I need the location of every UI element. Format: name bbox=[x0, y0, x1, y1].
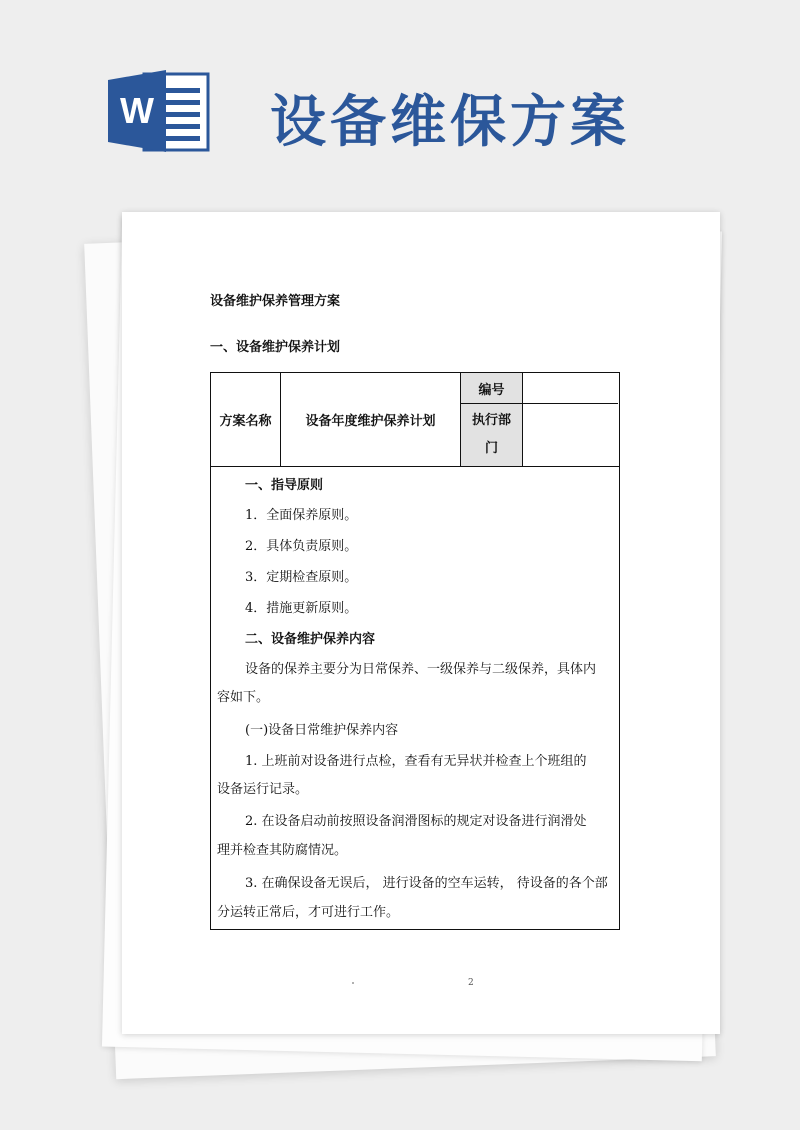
document-page bbox=[122, 212, 720, 1034]
word-document-icon bbox=[108, 68, 212, 154]
department-label-line2: 门 bbox=[484, 441, 498, 456]
table-row-divider bbox=[211, 466, 619, 467]
page-dot bbox=[352, 982, 354, 984]
subheading-daily-maintenance: (一)设备日常维护保养内容 bbox=[245, 723, 399, 738]
paragraph-line: 分运转正常后，才可进行工作。 bbox=[217, 905, 400, 920]
paragraph-line: 设备运行记录。 bbox=[217, 782, 309, 797]
paragraph-line: 设备的保养主要分为日常保养、一级保养与二级保养，具体内 bbox=[245, 662, 597, 677]
code-value bbox=[523, 373, 618, 404]
list-item: 3．定期检查原则。 bbox=[245, 570, 358, 585]
department-label bbox=[461, 404, 523, 466]
department-label-line1: 执行部 bbox=[471, 413, 511, 428]
paragraph-line: 2. 在设备启动前按照设备润滑图标的规定对设备进行润滑处 bbox=[245, 814, 587, 829]
paragraph-line: 容如下。 bbox=[217, 690, 270, 705]
document-title: 设备维护保养管理方案 bbox=[210, 294, 341, 309]
department-value bbox=[523, 404, 618, 466]
section-heading: 一、设备维护保养计划 bbox=[210, 340, 341, 355]
list-item: 2．具体负责原则。 bbox=[245, 539, 358, 554]
list-item: 4．措施更新原则。 bbox=[245, 601, 358, 616]
paragraph-line: 理并检查其防腐情况。 bbox=[217, 843, 348, 858]
plan-name-value: 设备年度维护保养计划 bbox=[281, 373, 461, 466]
page-number: 2 bbox=[468, 978, 474, 988]
plan-table bbox=[210, 372, 620, 930]
paragraph-line: 3. 在确保设备无误后， 进行设备的空车运转， 待设备的各个部 bbox=[245, 876, 608, 891]
svg-text:W: W bbox=[120, 90, 154, 131]
banner-title: 设备维保方案 bbox=[270, 90, 630, 155]
list-item: 1．全面保养原则。 bbox=[245, 508, 358, 523]
plan-name-label: 方案名称 bbox=[211, 373, 281, 466]
heading-maintenance-content: 二、设备维护保养内容 bbox=[245, 632, 376, 647]
code-label: 编号 bbox=[461, 373, 523, 404]
paragraph-line: 1. 上班前对设备进行点检，查看有无异状并检查上个班组的 bbox=[245, 754, 587, 769]
heading-guiding-principles: 一、指导原则 bbox=[245, 478, 324, 493]
